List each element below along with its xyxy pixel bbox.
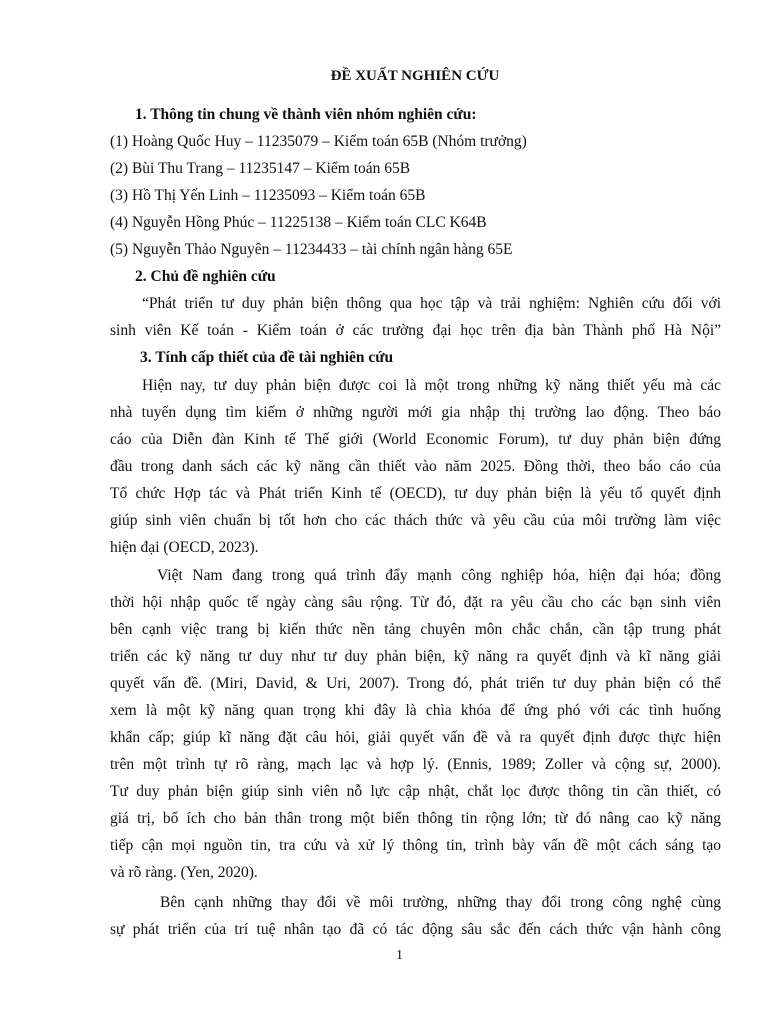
paragraph-line: nhà tuyển dụng tìm kiếm ở những người mới gia nhập thị trường lao động. Theo báo [110,404,721,421]
paragraph-line: và rõ ràng. (Yen, 2020). [110,864,258,881]
paragraph-line: trên một trình tự rõ ràng, mạch lạc và hợp lý. (Ennis, 1989; Zoller và cộng sự, 2000). [110,756,721,773]
paragraph-line: triển các kỹ năng tư duy như tư duy phản biện, kỹ năng ra quyết định và kĩ năng giải [110,648,721,665]
paragraph-line: cáo của Diễn đàn Kinh tế Thế giới (World Economic Forum), tư duy phản biện đứng [110,431,721,448]
paragraph-line: giúp sinh viên chuẩn bị tốt hơn cho các thách thức và yêu cầu của môi trường làm việc [110,512,721,529]
paragraph-line: giá trị, bổ ích cho bản thân trong một biển thông tin rộng lớn; từ đó nâng cao kỹ năng [110,810,721,827]
page-number: 1 [396,948,403,963]
paragraph-line: đầu trong danh sách các kỹ năng cần thiết vào năm 2025. Đồng thời, theo báo cáo của [110,458,721,475]
section-3-heading: 3. Tính cấp thiết của đề tài nghiên cứu [140,349,394,366]
paragraph-line: Việt Nam đang trong quá trình đẩy mạnh công nghiệp hóa, hiện đại hóa; đồng [157,567,721,584]
paragraph-line: sự phát triển của trí tuệ nhân tạo đã có tác động sâu sắc đến cách thức vận hành công [110,921,721,938]
paragraph-line: thời hội nhập quốc tế ngày càng sâu rộng. Từ đó, đặt ra yêu cầu cho các bạn sinh viên [110,594,721,611]
paragraph-line: Hiện nay, tư duy phản biện được coi là một trong những kỹ năng thiết yếu mà các [142,377,721,394]
paragraph-line: tiếp cận mọi nguồn tin, tra cứu và xử lý thông tin, trình bày vấn đề một cách sáng tạo [110,837,721,854]
paragraph-line: hiện đại (OECD, 2023). [110,539,259,556]
paragraph-line: xem là một kỹ năng quan trọng khi đây là chìa khóa để ứng phó với các tình huống [110,702,721,719]
paragraph-line: quyết vấn đề. (Miri, David, & Uri, 2007). Trong đó, phát triển tư duy phản biện có thể [110,675,721,692]
paragraph-line: Bên cạnh những thay đổi về môi trường, những thay đổi trong công nghệ cùng [160,894,721,911]
paragraph-line: khẩn cấp; giúp kĩ năng đặt câu hỏi, giải quyết vấn đề và ra quyết định được thực hiện [110,729,721,746]
member-line: (2) Bùi Thu Trang – 11235147 – Kiểm toán 65B [110,160,411,177]
member-line: (5) Nguyễn Thảo Nguyên – 11234433 – tài chính ngân hàng 65E [110,241,513,258]
paragraph-line: Tổ chức Hợp tác và Phát triển Kinh tế (OECD), tư duy phản biện là yếu tố quyết định [110,485,721,502]
section-2-heading: 2. Chủ đề nghiên cứu [135,268,276,285]
paragraph-line: bên cạnh việc trang bị kiến thức nền tảng chuyên môn chắc chắn, cần tập trung phát [110,621,721,638]
topic-line: “Phát triển tư duy phản biện thông qua học tập và trải nghiệm: Nghiên cứu đối với [142,295,721,312]
paragraph-line: Tư duy phản biện giúp sinh viên nỗ lực cập nhật, chắt lọc được thông tin cần thiết, có [110,783,721,800]
document-title: ĐỀ XUẤT NGHIÊN CỨU [330,68,500,84]
member-line: (1) Hoàng Quốc Huy – 11235079 – Kiểm toán 65B (Nhóm trưởng) [110,133,527,150]
section-1-heading: 1. Thông tin chung về thành viên nhóm nghiên cứu: [135,106,477,123]
member-line: (4) Nguyễn Hồng Phúc – 11225138 – Kiểm toán CLC K64B [110,214,487,231]
member-line: (3) Hồ Thị Yến Linh – 11235093 – Kiểm toán 65B [110,187,426,204]
topic-line: sinh viên Kế toán - Kiểm toán ở các trường đại học trên địa bàn Thành phố Hà Nội” [110,322,721,339]
